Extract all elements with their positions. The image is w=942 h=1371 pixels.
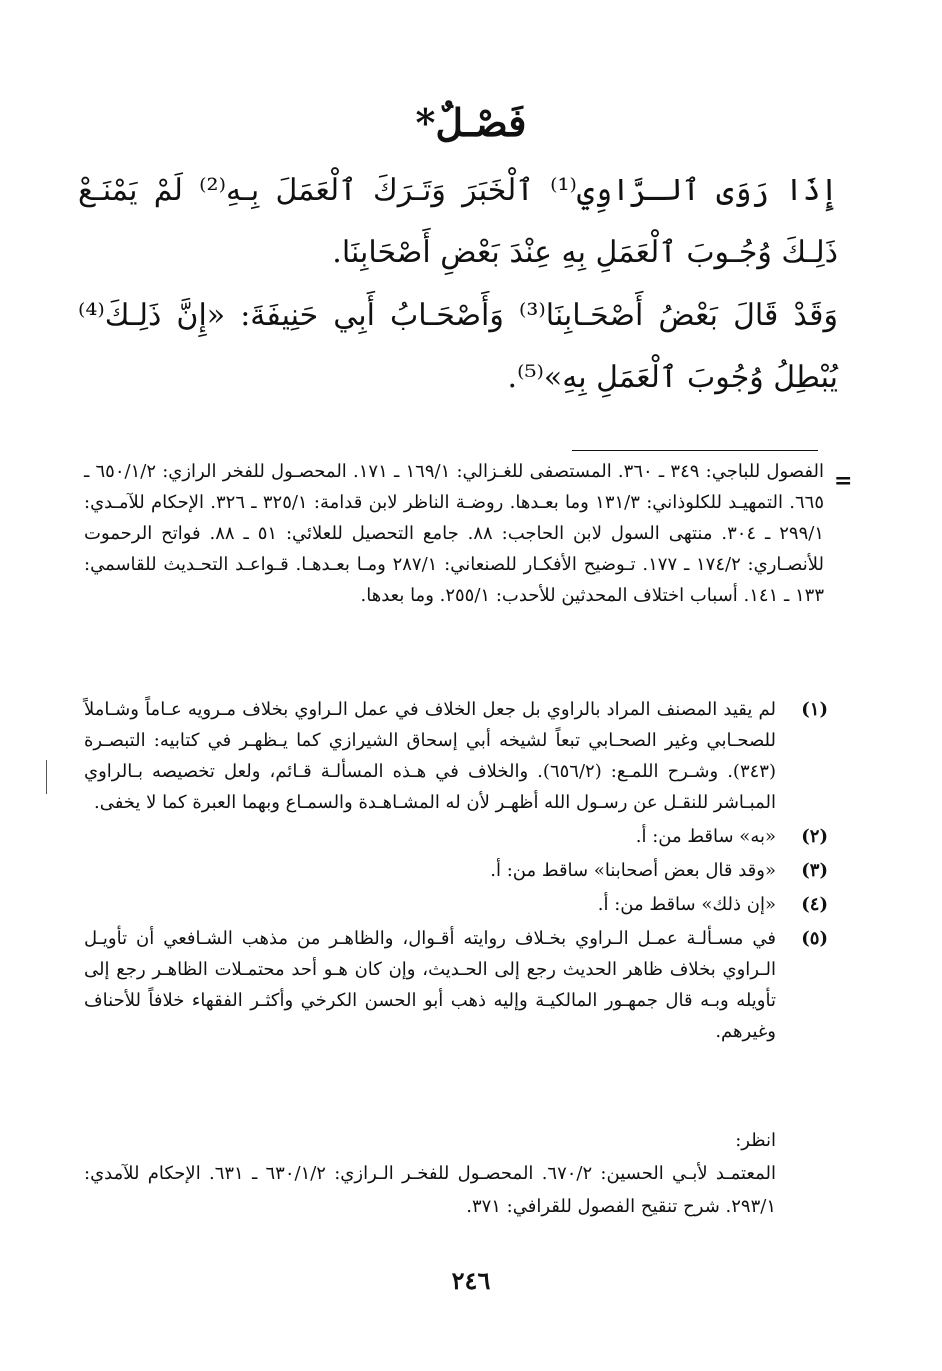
- continuation-mark: =: [834, 468, 853, 494]
- footnote-1: [84, 694, 828, 818]
- main-paragraph-2: وَقَدْ قَالَ بَعْضُ أَصْحَـابِنَا⁽³⁾ وَأَصْحَـابُ أَبِي حَنِيفَةَ: «إِنَّ ذَلِـكَ⁽⁴⁾ يُبْطِلُ وُجُوبَ ٱلْعَمَلِ بِهِ»⁽⁵⁾.: [78, 298, 838, 395]
- margin-mark: [46, 760, 47, 794]
- see-also-block: [84, 1124, 776, 1223]
- footnote-number: (٢): [801, 826, 828, 847]
- footnote-2: [84, 821, 828, 852]
- section-heading: فَصْـلٌ*: [415, 100, 527, 145]
- footnote-number: (٥): [801, 928, 828, 949]
- footnote-5: [84, 923, 828, 1047]
- footnote-number: (٣): [801, 860, 828, 881]
- footnote-number: (٤): [801, 894, 828, 915]
- footnote-text: لم يقيد المصنف المراد بالراوي بل جعل الخلاف في عمل الـراوي بخلاف مـرويه عـاماً وشـاملاً للصحـابي وغير الصحـابي تبعاً لشيخه أبي إسحاق الشيرازي كما يـظهـر في كتابيه: التبصـرة (٣٤٣). وشـرح اللمـع: (٦٥٦/٢). والخلاف في هـذه المسألـة قـائم، ولعل تخصيصه بـالراوي المبـاشر للنقـل عن رسـول الله أظهـر لأن له المشـاهـدة والسمـاع وبهما العبرة كما لا يخفى.: [84, 699, 776, 813]
- see-also-references: المعتمـد لأبـي الحسين: ٦٧٠/٢. المحصـول للفخـر الـرازي: ٦٣٠/١/٢ ـ ٦٣١. الإحكام للآمدي: ٢٩٣/١. شرح تنقيح الفصول للقرافي: ٣٧١.: [84, 1163, 776, 1217]
- footnote-text: «به» ساقط من: أ.: [635, 826, 776, 847]
- footnote-number: (١): [801, 699, 828, 720]
- continued-footnote-references: الفصول للباجي: ٣٤٩ ـ ٣٦٠. المستصفى للغـزالي: ١٦٩/١ ـ ١٧١. المحصـول للفخر الرازي: ٦٥٠/١/٢ ـ ٦٦٥. التمهيـد للكلوذاني: ١٣١/٣ وما بعـدها. روضـة الناظر لابن قدامة: ٣٢٥/١ ـ ٣٢٦. الإحكام للآمـدي: ٢٩٩/١ ـ ٣٠٤. منتهى السول لابن الحاجب: ٨٨. جامع التحصيل للعلائي: ٥١ ـ ٨٨. فواتح الرحموت للأنصـاري: ١٧٤/٢ ـ ١٧٧. تـوضيح الأفكـار للصنعاني: ٢٨٧/١ ومـا بعـدهـا. قـواعـد التحـديث للقاسمي: ١٣٣ ـ ١٤١. أسباب اختلاف المحدثين للأحدب: ٢٥٥/١. وما بعدها.: [84, 461, 825, 606]
- page-number: ٢٤٦: [451, 1266, 491, 1295]
- footnote-3: [84, 855, 828, 886]
- footnote-text: في مسـألـة عمـل الـراوي بخـلاف روايته أقـوال، والظاهـر من مذهب الشـافعي أن تأويـل الـراوي بخلاف ظاهر الحديث رجع إلى الحـديث، وإن كان هـو أحد محتمـلات الظاهـر رجع إلى تأويله وبـه قال جمهـور المالكيـة وإليه ذهب أبو الحسن الكرخي وأكثـر الفقهاء خلافاً للأحناف وغيرهم.: [84, 928, 776, 1042]
- footnote-separator: [572, 450, 818, 451]
- footnote-list: [84, 694, 828, 1047]
- see-also-label: انظر:: [735, 1130, 776, 1151]
- footnote-text: «إن ذلك» ساقط من: أ.: [597, 894, 776, 915]
- footnote-text: «وقد قال بعض أصحابنا» ساقط من: أ.: [490, 860, 776, 881]
- footnote-4: [84, 889, 828, 920]
- main-paragraph-1: إِذَا رَوَى ٱلـرَّاوِي⁽¹⁾ ٱلْخَبَرَ وَتَـرَكَ ٱلْعَمَلَ بِـهِ⁽²⁾ لَمْ يَمْنَـعْ ذَلِـكَ وُجُـوبَ ٱلْعَمَلِ بِهِ عِنْدَ بَعْضِ أَصْحَابِنَا.: [78, 173, 838, 270]
